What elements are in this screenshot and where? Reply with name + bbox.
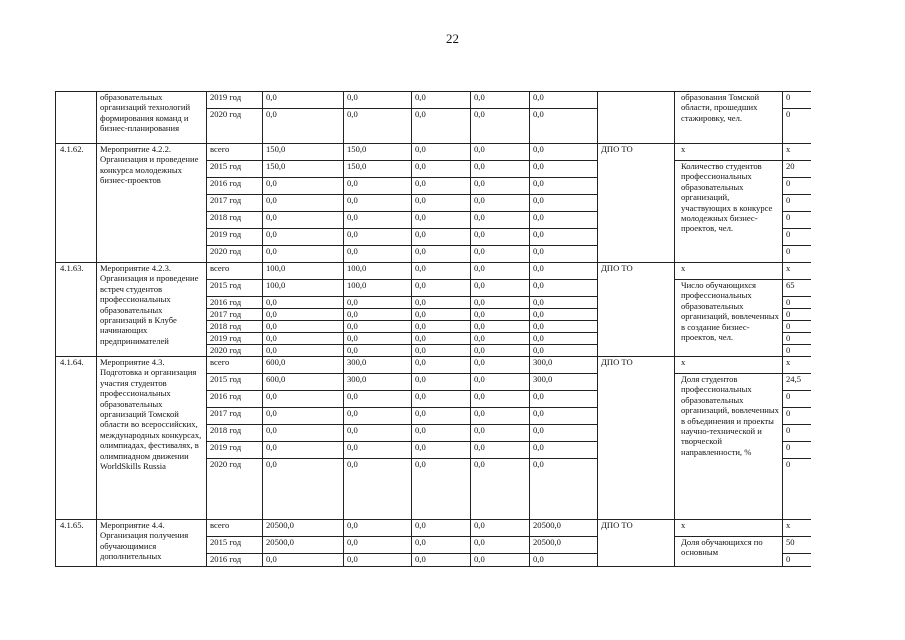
- value-cell: 0,0: [530, 263, 598, 280]
- value-cell: 0,0: [471, 280, 530, 297]
- value-cell: 0,0: [412, 408, 471, 425]
- value-cell: 0,0: [344, 229, 412, 246]
- value-cell: 0,0: [344, 246, 412, 263]
- indicator-value: 0: [783, 309, 812, 321]
- value-cell: 0,0: [530, 333, 598, 345]
- value-cell: 0,0: [263, 178, 344, 195]
- value-cell: 0,0: [471, 297, 530, 309]
- indicator-value: 0: [783, 442, 812, 459]
- year-cell: 2016 год: [207, 178, 263, 195]
- value-cell: 0,0: [344, 178, 412, 195]
- indicator-value: x: [783, 263, 812, 280]
- value-cell: 300,0: [344, 357, 412, 374]
- year-cell: 2018 год: [207, 321, 263, 333]
- value-cell: 0,0: [412, 92, 471, 109]
- table-row: [56, 144, 812, 161]
- value-cell: 0,0: [412, 391, 471, 408]
- indicator-value: 0: [783, 229, 812, 246]
- indicator-cell: образования Томской области, прошедших стажировку, чел.: [675, 92, 783, 144]
- value-cell: 0,0: [530, 178, 598, 195]
- value-cell: 0,0: [471, 459, 530, 520]
- row-name: Мероприятие 4.4. Организация получения обучающимися дополнительных: [97, 520, 207, 567]
- year-cell: 2020 год: [207, 246, 263, 263]
- indicator-cell: x: [675, 357, 783, 374]
- value-cell: 0,0: [530, 161, 598, 178]
- value-cell: 0,0: [412, 109, 471, 144]
- year-cell: 2017 год: [207, 408, 263, 425]
- value-cell: 100,0: [263, 280, 344, 297]
- value-cell: 0,0: [263, 554, 344, 567]
- indicator-cell: Доля студентов профессиональных образовательных организаций, вовлеченных в объединения и проекты научно-технической и творческой направленности, %: [675, 374, 783, 520]
- year-cell: 2015 год: [207, 374, 263, 391]
- value-cell: 0,0: [530, 109, 598, 144]
- value-cell: 0,0: [263, 92, 344, 109]
- value-cell: 0,0: [530, 459, 598, 520]
- value-cell: 0,0: [530, 309, 598, 321]
- value-cell: 0,0: [530, 554, 598, 567]
- indicator-value: x: [783, 520, 812, 537]
- value-cell: 0,0: [263, 345, 344, 357]
- year-cell: 2016 год: [207, 554, 263, 567]
- row-code: 4.1.62.: [56, 144, 97, 263]
- table-row: [56, 92, 812, 109]
- indicator-cell: x: [675, 144, 783, 161]
- indicator-cell: x: [675, 263, 783, 280]
- value-cell: 0,0: [412, 459, 471, 520]
- value-cell: 0,0: [471, 246, 530, 263]
- value-cell: 300,0: [344, 374, 412, 391]
- year-cell: 2017 год: [207, 195, 263, 212]
- indicator-value: 50: [783, 537, 812, 554]
- value-cell: 0,0: [263, 109, 344, 144]
- value-cell: 0,0: [344, 391, 412, 408]
- value-cell: 0,0: [344, 554, 412, 567]
- value-cell: 0,0: [471, 357, 530, 374]
- value-cell: 0,0: [530, 391, 598, 408]
- value-cell: 0,0: [412, 212, 471, 229]
- value-cell: 150,0: [344, 144, 412, 161]
- year-cell: 2016 год: [207, 297, 263, 309]
- value-cell: 0,0: [263, 309, 344, 321]
- year-cell: 2019 год: [207, 442, 263, 459]
- indicator-value: 0: [783, 321, 812, 333]
- value-cell: 0,0: [471, 212, 530, 229]
- value-cell: 0,0: [412, 178, 471, 195]
- value-cell: 300,0: [530, 374, 598, 391]
- value-cell: 0,0: [530, 408, 598, 425]
- table-row: [56, 520, 812, 537]
- value-cell: 0,0: [530, 321, 598, 333]
- value-cell: 20500,0: [530, 520, 598, 537]
- responsible-cell: ДПО ТО: [598, 144, 675, 263]
- year-cell: 2016 год: [207, 391, 263, 408]
- value-cell: 0,0: [412, 246, 471, 263]
- responsible-cell: ДПО ТО: [598, 263, 675, 357]
- value-cell: 0,0: [344, 195, 412, 212]
- row-code: 4.1.64.: [56, 357, 97, 520]
- value-cell: 0,0: [344, 442, 412, 459]
- year-cell: 2020 год: [207, 109, 263, 144]
- value-cell: 0,0: [530, 212, 598, 229]
- indicator-value: 0: [783, 345, 812, 357]
- value-cell: 0,0: [471, 229, 530, 246]
- value-cell: 0,0: [344, 92, 412, 109]
- value-cell: 0,0: [344, 520, 412, 537]
- year-cell: 2019 год: [207, 333, 263, 345]
- value-cell: 0,0: [412, 520, 471, 537]
- year-cell: всего: [207, 357, 263, 374]
- value-cell: 0,0: [471, 144, 530, 161]
- value-cell: 0,0: [471, 425, 530, 442]
- year-cell: 2015 год: [207, 280, 263, 297]
- table-row: [56, 263, 812, 280]
- responsible-cell: ДПО ТО: [598, 520, 675, 567]
- row-name: образовательных организаций технологий формирования команд и бизнес-планирования: [97, 92, 207, 144]
- value-cell: 0,0: [412, 229, 471, 246]
- indicator-value: 24,5: [783, 374, 812, 391]
- row-code: 4.1.63.: [56, 263, 97, 357]
- value-cell: 100,0: [344, 263, 412, 280]
- year-cell: 2018 год: [207, 212, 263, 229]
- value-cell: 0,0: [263, 459, 344, 520]
- value-cell: 0,0: [471, 178, 530, 195]
- value-cell: 0,0: [471, 408, 530, 425]
- responsible-cell: [598, 92, 675, 144]
- indicator-value: 0: [783, 92, 812, 109]
- value-cell: 20500,0: [263, 520, 344, 537]
- year-cell: 2017 год: [207, 309, 263, 321]
- year-cell: всего: [207, 520, 263, 537]
- indicator-value: x: [783, 144, 812, 161]
- row-name: Мероприятие 4.3. Подготовка и организация участия студентов профессиональных образовательных организаций Томской области во всероссийских, международных конкурсах, олимпиадах, фестивалях, в олимпиадном движении WorldSkills Russia: [97, 357, 207, 520]
- table-row: [56, 357, 812, 374]
- indicator-value: 0: [783, 178, 812, 195]
- value-cell: 0,0: [471, 161, 530, 178]
- value-cell: 0,0: [263, 212, 344, 229]
- value-cell: 0,0: [263, 229, 344, 246]
- value-cell: 100,0: [344, 280, 412, 297]
- value-cell: 0,0: [471, 345, 530, 357]
- value-cell: 0,0: [471, 195, 530, 212]
- indicator-value: 0: [783, 212, 812, 229]
- indicator-value: 65: [783, 280, 812, 297]
- indicator-value: 0: [783, 408, 812, 425]
- indicator-cell: Доля обучающихся по основным: [675, 537, 783, 567]
- value-cell: 0,0: [263, 408, 344, 425]
- year-cell: всего: [207, 144, 263, 161]
- value-cell: 0,0: [344, 109, 412, 144]
- value-cell: 0,0: [530, 92, 598, 109]
- value-cell: 0,0: [471, 309, 530, 321]
- value-cell: 0,0: [471, 537, 530, 554]
- value-cell: 0,0: [263, 321, 344, 333]
- value-cell: 150,0: [344, 161, 412, 178]
- value-cell: 0,0: [530, 229, 598, 246]
- value-cell: 0,0: [263, 246, 344, 263]
- value-cell: 0,0: [471, 442, 530, 459]
- value-cell: 0,0: [412, 374, 471, 391]
- row-code: 4.1.65.: [56, 520, 97, 567]
- year-cell: 2019 год: [207, 92, 263, 109]
- value-cell: 0,0: [412, 442, 471, 459]
- value-cell: 0,0: [263, 195, 344, 212]
- value-cell: 0,0: [530, 195, 598, 212]
- value-cell: 0,0: [263, 442, 344, 459]
- value-cell: 0,0: [412, 263, 471, 280]
- indicator-value: 0: [783, 109, 812, 144]
- indicator-cell: Число обучающихся профессиональных образовательных организаций, вовлеченных в создание бизнес-проектов, чел.: [675, 280, 783, 357]
- value-cell: 0,0: [412, 554, 471, 567]
- value-cell: 0,0: [412, 537, 471, 554]
- report-table-container: [55, 91, 811, 583]
- value-cell: 0,0: [471, 391, 530, 408]
- value-cell: 0,0: [471, 333, 530, 345]
- value-cell: 0,0: [530, 297, 598, 309]
- value-cell: 0,0: [344, 309, 412, 321]
- indicator-value: 0: [783, 297, 812, 309]
- year-cell: 2018 год: [207, 425, 263, 442]
- indicator-value: 0: [783, 195, 812, 212]
- value-cell: 0,0: [471, 263, 530, 280]
- value-cell: 0,0: [412, 333, 471, 345]
- value-cell: 0,0: [412, 297, 471, 309]
- value-cell: 0,0: [412, 321, 471, 333]
- value-cell: 0,0: [344, 297, 412, 309]
- value-cell: 0,0: [471, 109, 530, 144]
- report-table: [55, 91, 811, 567]
- value-cell: 0,0: [263, 391, 344, 408]
- value-cell: 0,0: [412, 309, 471, 321]
- value-cell: 0,0: [471, 520, 530, 537]
- indicator-value: x: [783, 357, 812, 374]
- year-cell: 2015 год: [207, 161, 263, 178]
- row-name: Мероприятие 4.2.2. Организация и проведение конкурса молодежных бизнес-проектов: [97, 144, 207, 263]
- value-cell: 100,0: [263, 263, 344, 280]
- indicator-value: 20: [783, 161, 812, 178]
- value-cell: 300,0: [530, 357, 598, 374]
- value-cell: 0,0: [412, 357, 471, 374]
- value-cell: 0,0: [344, 408, 412, 425]
- value-cell: 0,0: [344, 345, 412, 357]
- year-cell: 2019 год: [207, 229, 263, 246]
- indicator-cell: x: [675, 520, 783, 537]
- value-cell: 600,0: [263, 357, 344, 374]
- row-code: [56, 92, 97, 144]
- value-cell: 0,0: [263, 333, 344, 345]
- value-cell: 0,0: [344, 212, 412, 229]
- value-cell: 0,0: [530, 246, 598, 263]
- value-cell: 600,0: [263, 374, 344, 391]
- value-cell: 0,0: [344, 459, 412, 520]
- value-cell: 0,0: [344, 425, 412, 442]
- indicator-cell: Количество студентов профессиональных образовательных организаций, участвующих в конкурсе молодежных бизнес-проектов, чел.: [675, 161, 783, 263]
- indicator-value: 0: [783, 425, 812, 442]
- value-cell: 150,0: [263, 161, 344, 178]
- value-cell: 0,0: [344, 333, 412, 345]
- indicator-value: 0: [783, 391, 812, 408]
- page-number: 22: [446, 31, 459, 46]
- value-cell: 0,0: [530, 442, 598, 459]
- year-cell: 2015 год: [207, 537, 263, 554]
- value-cell: 0,0: [344, 321, 412, 333]
- value-cell: 0,0: [530, 425, 598, 442]
- indicator-value: 0: [783, 333, 812, 345]
- value-cell: 0,0: [412, 345, 471, 357]
- value-cell: 0,0: [412, 280, 471, 297]
- value-cell: 0,0: [412, 161, 471, 178]
- value-cell: 0,0: [471, 321, 530, 333]
- value-cell: 0,0: [530, 280, 598, 297]
- value-cell: 0,0: [263, 297, 344, 309]
- row-name: Мероприятие 4.2.3. Организация и проведение встреч студентов профессиональных образовательных организаций в Клубе начинающих предпринимателей: [97, 263, 207, 357]
- year-cell: 2020 год: [207, 345, 263, 357]
- value-cell: 0,0: [412, 144, 471, 161]
- value-cell: 0,0: [412, 195, 471, 212]
- value-cell: 0,0: [471, 374, 530, 391]
- indicator-value: 0: [783, 459, 812, 520]
- value-cell: 0,0: [530, 144, 598, 161]
- value-cell: 150,0: [263, 144, 344, 161]
- year-cell: всего: [207, 263, 263, 280]
- indicator-value: 0: [783, 246, 812, 263]
- value-cell: 0,0: [530, 345, 598, 357]
- value-cell: 0,0: [471, 554, 530, 567]
- value-cell: 0,0: [471, 92, 530, 109]
- value-cell: 0,0: [344, 537, 412, 554]
- value-cell: 20500,0: [530, 537, 598, 554]
- responsible-cell: ДПО ТО: [598, 357, 675, 520]
- value-cell: 0,0: [412, 425, 471, 442]
- year-cell: 2020 год: [207, 459, 263, 520]
- value-cell: 20500,0: [263, 537, 344, 554]
- indicator-value: 0: [783, 554, 812, 567]
- value-cell: 0,0: [263, 425, 344, 442]
